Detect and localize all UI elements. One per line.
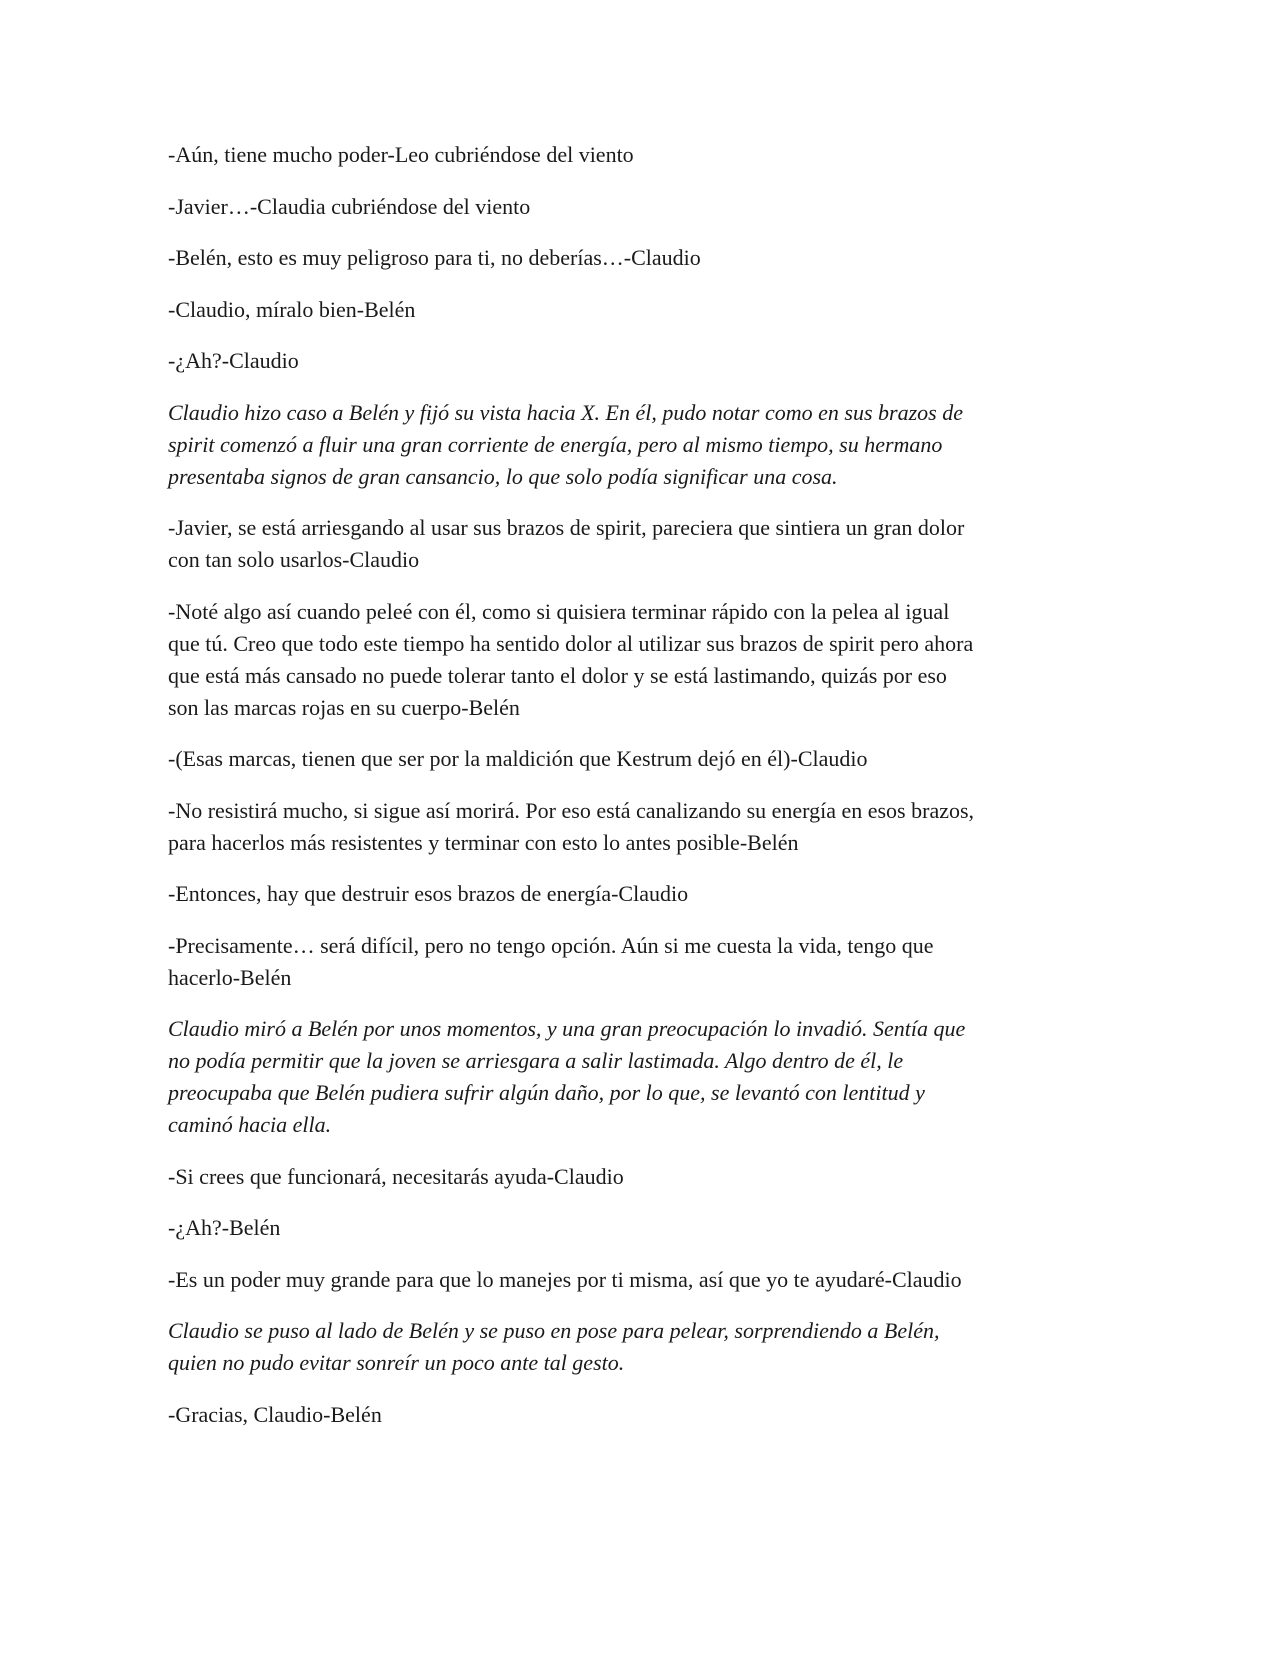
text-line: son las marcas rojas en su cuerpo-Belén [168,694,520,720]
narration-paragraph [168,397,1068,493]
dialogue-paragraph [168,512,1068,576]
text-line: Claudio hizo caso a Belén y fijó su vista hacia X. En él, pudo notar como en sus brazos de [168,399,963,425]
dialogue-paragraph [168,242,1068,274]
text-line: -(Esas marcas, tienen que ser por la maldición que Kestrum dejó en él)-Claudio [168,746,868,771]
text-line: -Aún, tiene mucho poder-Leo cubriéndose del viento [168,142,634,167]
dialogue-paragraph [168,1399,1068,1431]
text-line: -Precisamente… será difícil, pero no tengo opción. Aún si me cuesta la vida, tengo que [168,932,934,958]
dialogue-paragraph [168,596,1068,724]
text-line: -Entonces, hay que destruir esos brazos de energía-Claudio [168,881,689,906]
text-line: quien no pudo evitar sonreír un poco ante tal gesto. [168,1350,625,1375]
narration-paragraph [168,1013,1068,1141]
dialogue-paragraph [168,139,1068,171]
text-line: para hacerlos más resistentes y terminar con esto lo antes posible-Belén [168,829,799,855]
text-line: Claudio se puso al lado de Belén y se puso en pose para pelear, sorprendiendo a Belén, [168,1318,940,1343]
dialogue-paragraph [168,795,1068,859]
text-line: -Es un poder muy grande para que lo manejes por ti misma, así que yo te ayudaré-Claudio [168,1266,962,1292]
text-line: no podía permitir que la joven se arriesgara a salir lastimada. Algo dentro de él, le [168,1048,904,1073]
text-line: -Javier…-Claudia cubriéndose del viento [168,193,531,219]
text-line: -No resistirá mucho, si sigue así morirá. Por eso está canalizando su energía en esos brazos, [168,797,975,823]
dialogue-paragraph [168,1161,1068,1193]
dialogue-paragraph [168,1264,1068,1296]
text-line: -Claudio, míralo bien-Belén [168,296,416,322]
text-line: -¿Ah?-Claudio [168,348,299,373]
dialogue-paragraph [168,191,1068,223]
text-line: preocupaba que Belén pudiera sufrir algún daño, por lo que, se levantó con lentitud y [168,1080,925,1105]
text-line: -Noté algo así cuando peleé con él, como si quisiera terminar rápido con la pelea al igual [168,598,950,624]
dialogue-paragraph [168,294,1068,326]
dialogue-paragraph [168,345,1068,377]
text-line: -Si crees que funcionará, necesitarás ayuda-Claudio [168,1163,624,1189]
narration-paragraph [168,1315,1068,1379]
text-line: hacerlo-Belén [168,964,292,990]
text-line: -Belén, esto es muy peligroso para ti, no deberías…-Claudio [168,245,701,270]
dialogue-paragraph [168,930,1068,994]
text-line: presentaba signos de gran cansancio, lo que solo podía significar una cosa. [168,463,838,489]
dialogue-paragraph [168,878,1068,910]
text-line: con tan solo usarlos-Claudio [168,547,420,572]
text-line: -Javier, se está arriesgando al usar sus brazos de spirit, pareciera que sintiera un gran dolor [168,515,965,540]
text-line: que está más cansado no puede tolerar tanto el dolor y se está lastimando, quizás por eso [168,662,947,688]
text-line: spirit comenzó a fluir una gran corriente de energía, pero al mismo tiempo, su hermano [168,431,943,457]
dialogue-paragraph [168,1212,1068,1244]
text-line: -¿Ah?-Belén [168,1215,281,1240]
text-line: -Gracias, Claudio-Belén [168,1401,382,1427]
text-line: caminó hacia ella. [168,1112,332,1137]
text-line: que tú. Creo que todo este tiempo ha sentido dolor al utilizar sus brazos de spirit pero ahora [168,630,974,656]
text-line: Claudio miró a Belén por unos momentos, y una gran preocupación lo invadió. Sentía que [168,1016,966,1041]
dialogue-paragraph [168,743,1068,775]
document-page [168,139,1068,1450]
